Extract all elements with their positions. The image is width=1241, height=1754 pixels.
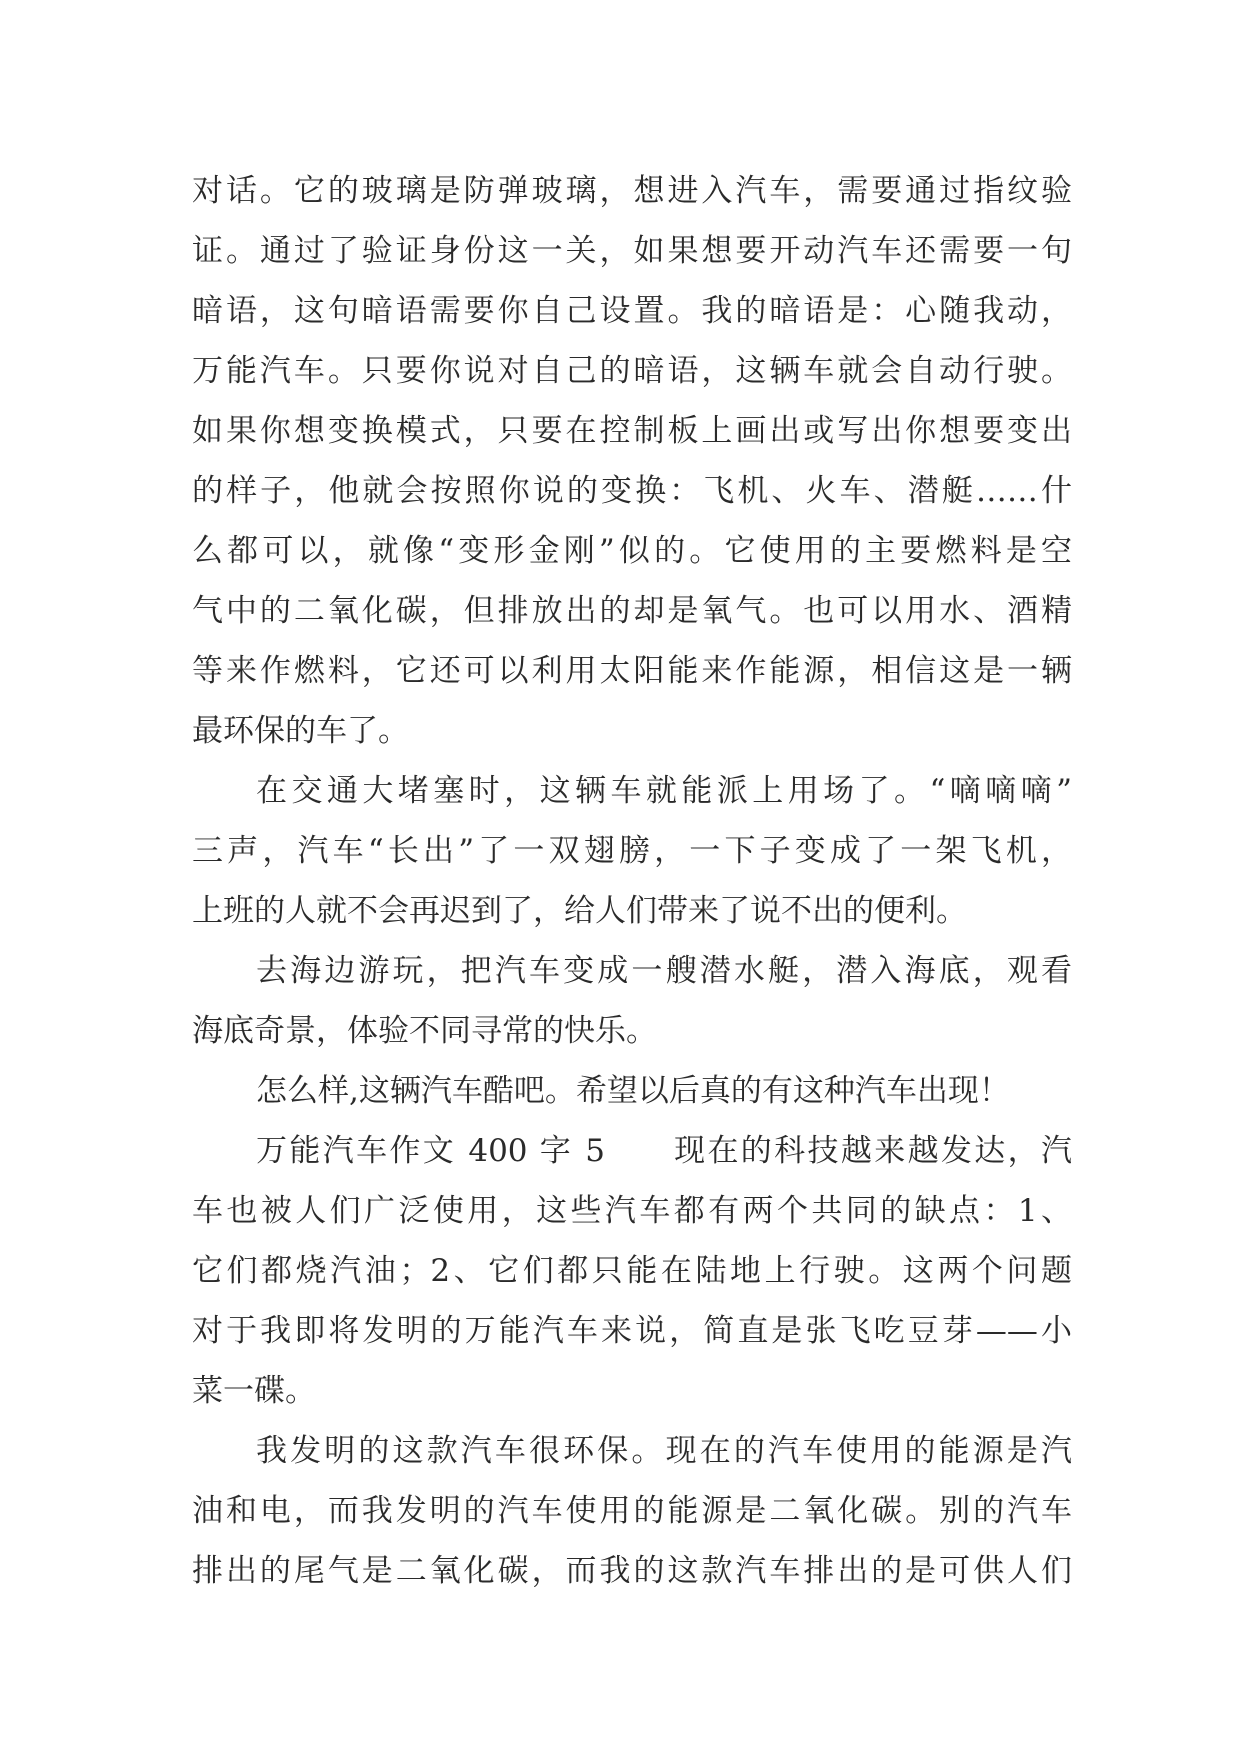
text-line: 去海边游玩，把汽车变成一艘潜水艇，潜入海底，观看: [256, 953, 1072, 989]
text-line: 我发明的这款汽车很环保。现在的汽车使用的能源是汽: [256, 1433, 1072, 1469]
text-line: 怎么样,这辆汽车酷吧。希望以后真的有这种汽车出现！: [256, 1073, 1010, 1109]
text-line: 气中的二氧化碳，但排放出的却是氧气。也可以用水、酒精: [192, 593, 1072, 629]
text-line: 么都可以，就像“变形金刚”似的。它使用的主要燃料是空: [192, 533, 1072, 569]
text-line: 对于我即将发明的万能汽车来说，简直是张飞吃豆芽——小: [192, 1313, 1072, 1349]
text-line: 在交通大堵塞时，这辆车就能派上用场了。“嘀嘀嘀”: [256, 773, 1072, 809]
text-line: 海底奇景，体验不同寻常的快乐。: [192, 1013, 657, 1049]
text-line: 三声，汽车“长出”了一双翅膀，一下子变成了一架飞机，: [192, 833, 1072, 869]
text-line: 菜一碟。: [192, 1373, 316, 1409]
text-line: 上班的人就不会再迟到了，给人们带来了说不出的便利。: [192, 893, 967, 929]
text-line: 车也被人们广泛使用，这些汽车都有两个共同的缺点：1、: [192, 1193, 1072, 1229]
text-line: 万能汽车。只要你说对自己的暗语，这辆车就会自动行驶。: [192, 353, 1072, 389]
text-line: 证。通过了验证身份这一关，如果想要开动汽车还需要一句: [192, 233, 1072, 269]
body-text: [192, 161, 1072, 1601]
text-line: 排出的尾气是二氧化碳，而我的这款汽车排出的是可供人们: [192, 1553, 1072, 1589]
text-line: 暗语，这句暗语需要你自己设置。我的暗语是：心随我动，: [192, 293, 1072, 329]
text-line: 它们都烧汽油；2、它们都只能在陆地上行驶。这两个问题: [192, 1253, 1072, 1289]
text-line: 油和电，而我发明的汽车使用的能源是二氧化碳。别的汽车: [192, 1493, 1072, 1529]
text-line: 的样子，他就会按照你说的变换：飞机、火车、潜艇……什: [192, 473, 1072, 509]
text-line: 万能汽车作文 400 字 5 现在的科技越来越发达，汽: [256, 1133, 1072, 1169]
text-line: 如果你想变换模式，只要在控制板上画出或写出你想要变出: [192, 413, 1072, 449]
text-line: 等来作燃料，它还可以利用太阳能来作能源，相信这是一辆: [192, 653, 1072, 689]
text-line: 最环保的车了。: [192, 713, 409, 749]
text-line: 对话。它的玻璃是防弹玻璃，想进入汽车，需要通过指纹验: [192, 173, 1072, 209]
